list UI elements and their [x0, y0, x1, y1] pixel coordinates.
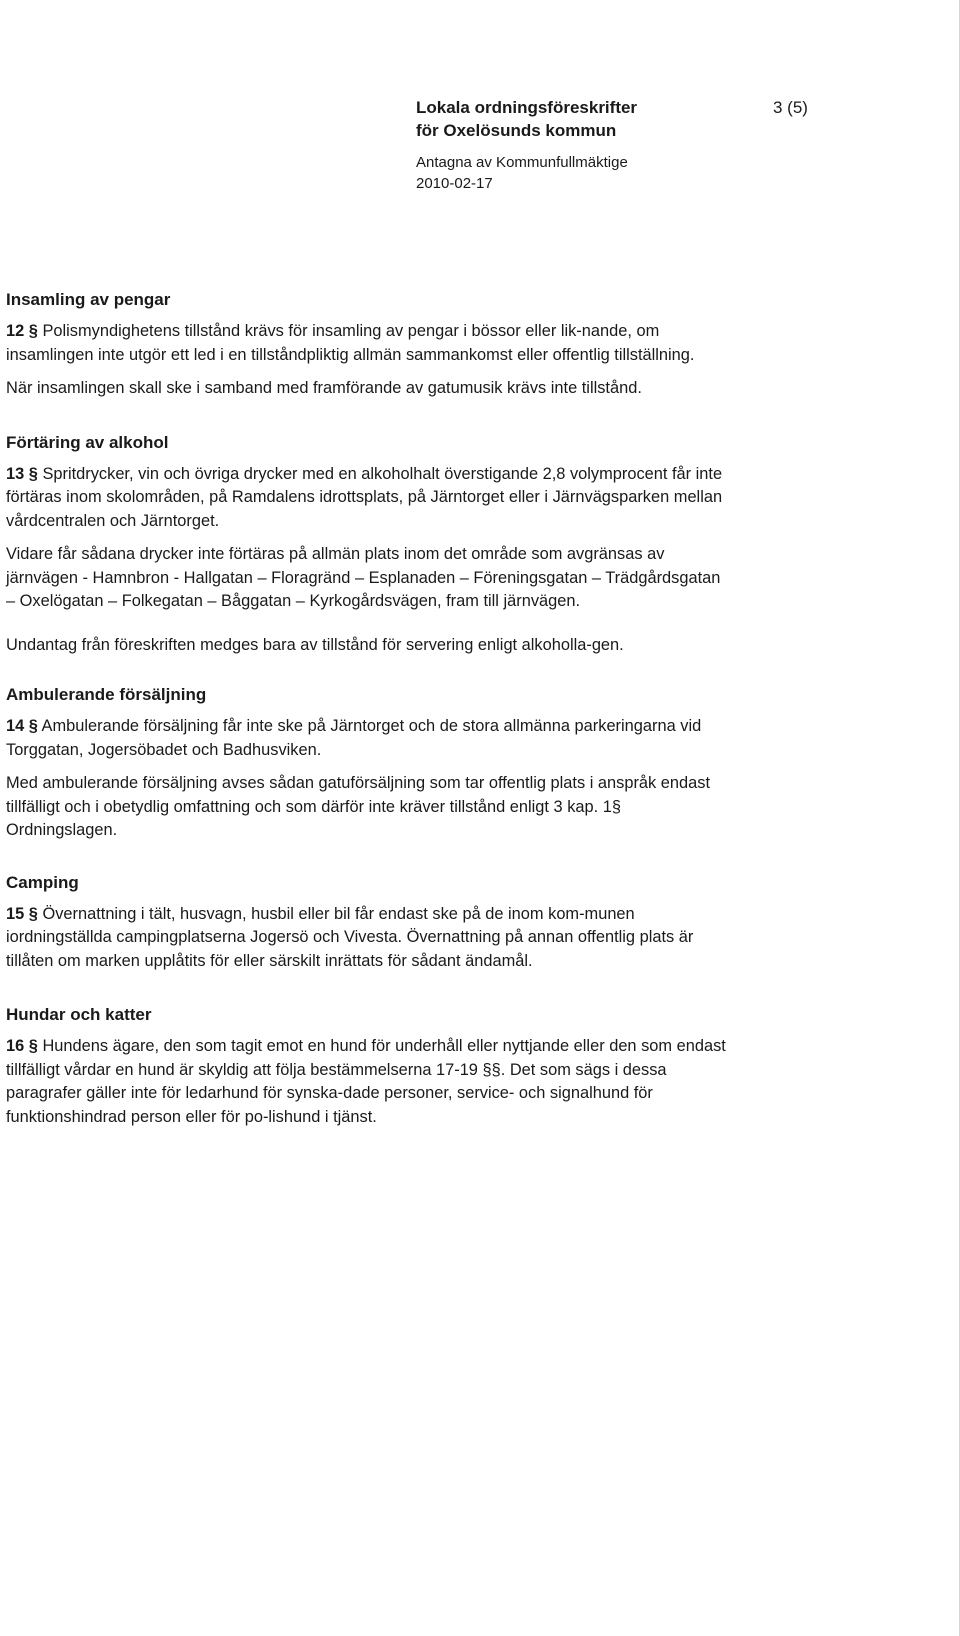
paragraph-number: 13 §: [6, 464, 38, 483]
paragraph-text: Med ambulerande försäljning avses sådan gatuförsäljning som tar offentlig plats i anspråk endast tillfälligt och i obetydlig omfattning och som därför inte kräver tillstånd enligt 3 kap. 1§ Ordningslagen.: [6, 774, 710, 839]
paragraph-number: 14 §: [6, 717, 38, 735]
paragraph-text: Polismyndighetens tillstånd krävs för insamling av pengar i bössor eller lik-nande, om insamlingen inte utgör ett led i en tillståndpliktig allmän sammankomst eller offentlig tillställning.: [6, 322, 695, 364]
paragraph-number: 16 §: [6, 1037, 38, 1055]
paragraph-text: Ambulerande försäljning får inte ske på Järntorget och de stora allmänna parkeringarna vid Torggatan, Jogersöbadet och Badhusviken.: [6, 717, 702, 759]
section-insamling: [6, 288, 726, 401]
paragraph-number: 12 §: [6, 322, 38, 340]
paragraph-12: [6, 320, 726, 367]
paragraph: [6, 543, 726, 614]
paragraph: [6, 377, 726, 401]
section-title: Förtäring av alkohol: [6, 432, 169, 452]
page-number: 3 (5): [773, 98, 808, 117]
paragraph-text: Hundens ägare, den som tagit emot en hund för underhåll eller nyttjande eller den som endast tillfälligt vårdar en hund är skyldig att följa bestämmelserna 17-19 §§. Det som sägs i dessa paragrafer gäller inte för ledarhund för synska-dade personer, service- och signalhund för funktionshindrad person eller för po-lishund i tjänst.: [6, 1037, 726, 1126]
section-alkohol: [6, 431, 726, 658]
section-hundar: [6, 1003, 726, 1129]
paragraph: [6, 772, 726, 843]
document-body: [6, 288, 726, 1139]
paragraph: [6, 634, 726, 658]
paragraph-13: [6, 463, 726, 534]
title-line-2: för Oxelösunds kommun: [416, 121, 617, 140]
paragraph-text: Spritdrycker, vin och övriga drycker med en alkoholhalt överstigande 2,8 volymprocent får inte förtäras inom skolområden, på Ramdalens idrottsplats, på Järntorget eller i Järnvägsparken mellan vårdcentralen och Järntorget.: [6, 464, 723, 530]
paragraph-text: Vidare får sådana drycker inte förtäras på allmän plats inom det område som avgränsas av järnvägen - Hamnbron - Hallgatan – Floragränd – Esplanaden – Föreningsgatan – Trädgårdsgatan – Oxelögatan – Folkegatan – Båggatan – Kyrkogårdsvägen, fram till järnvägen.: [6, 545, 721, 610]
paragraph-text: När insamlingen skall ske i samband med framförande av gatumusik krävs inte tillstånd.: [6, 379, 642, 397]
document-header: [416, 96, 816, 194]
section-title: Hundar och katter: [6, 1005, 152, 1024]
section-ambulerande: [6, 683, 726, 843]
section-title: Camping: [6, 872, 79, 892]
adoption-info: [416, 152, 816, 194]
section-title: Insamling av pengar: [6, 290, 171, 309]
adopted-date: 2010-02-17: [416, 175, 493, 192]
adopted-by: Antagna av Kommunfullmäktige: [416, 154, 628, 171]
section-title: Ambulerande försäljning: [6, 685, 207, 704]
paragraph-15: [6, 903, 726, 974]
paragraph-14: [6, 715, 726, 762]
paragraph-text: Övernattning i tält, husvagn, husbil eller bil får endast ske på de inom kom-munen iordningställda campingplatserna Jogersö och Vivesta. Övernattning på annan offentlig plats är tillåten om marken upplåtits för eller särskilt inrättats för sådant ändamål.: [6, 904, 694, 970]
section-camping: [6, 871, 726, 974]
paragraph-text: Undantag från föreskriften medges bara av tillstånd för servering enligt alkoholla-gen.: [6, 635, 624, 654]
document-title: [416, 96, 816, 142]
paragraph-number: 15 §: [6, 904, 38, 923]
title-line-1: Lokala ordningsföreskrifter: [416, 98, 638, 117]
paragraph-16: [6, 1035, 726, 1129]
